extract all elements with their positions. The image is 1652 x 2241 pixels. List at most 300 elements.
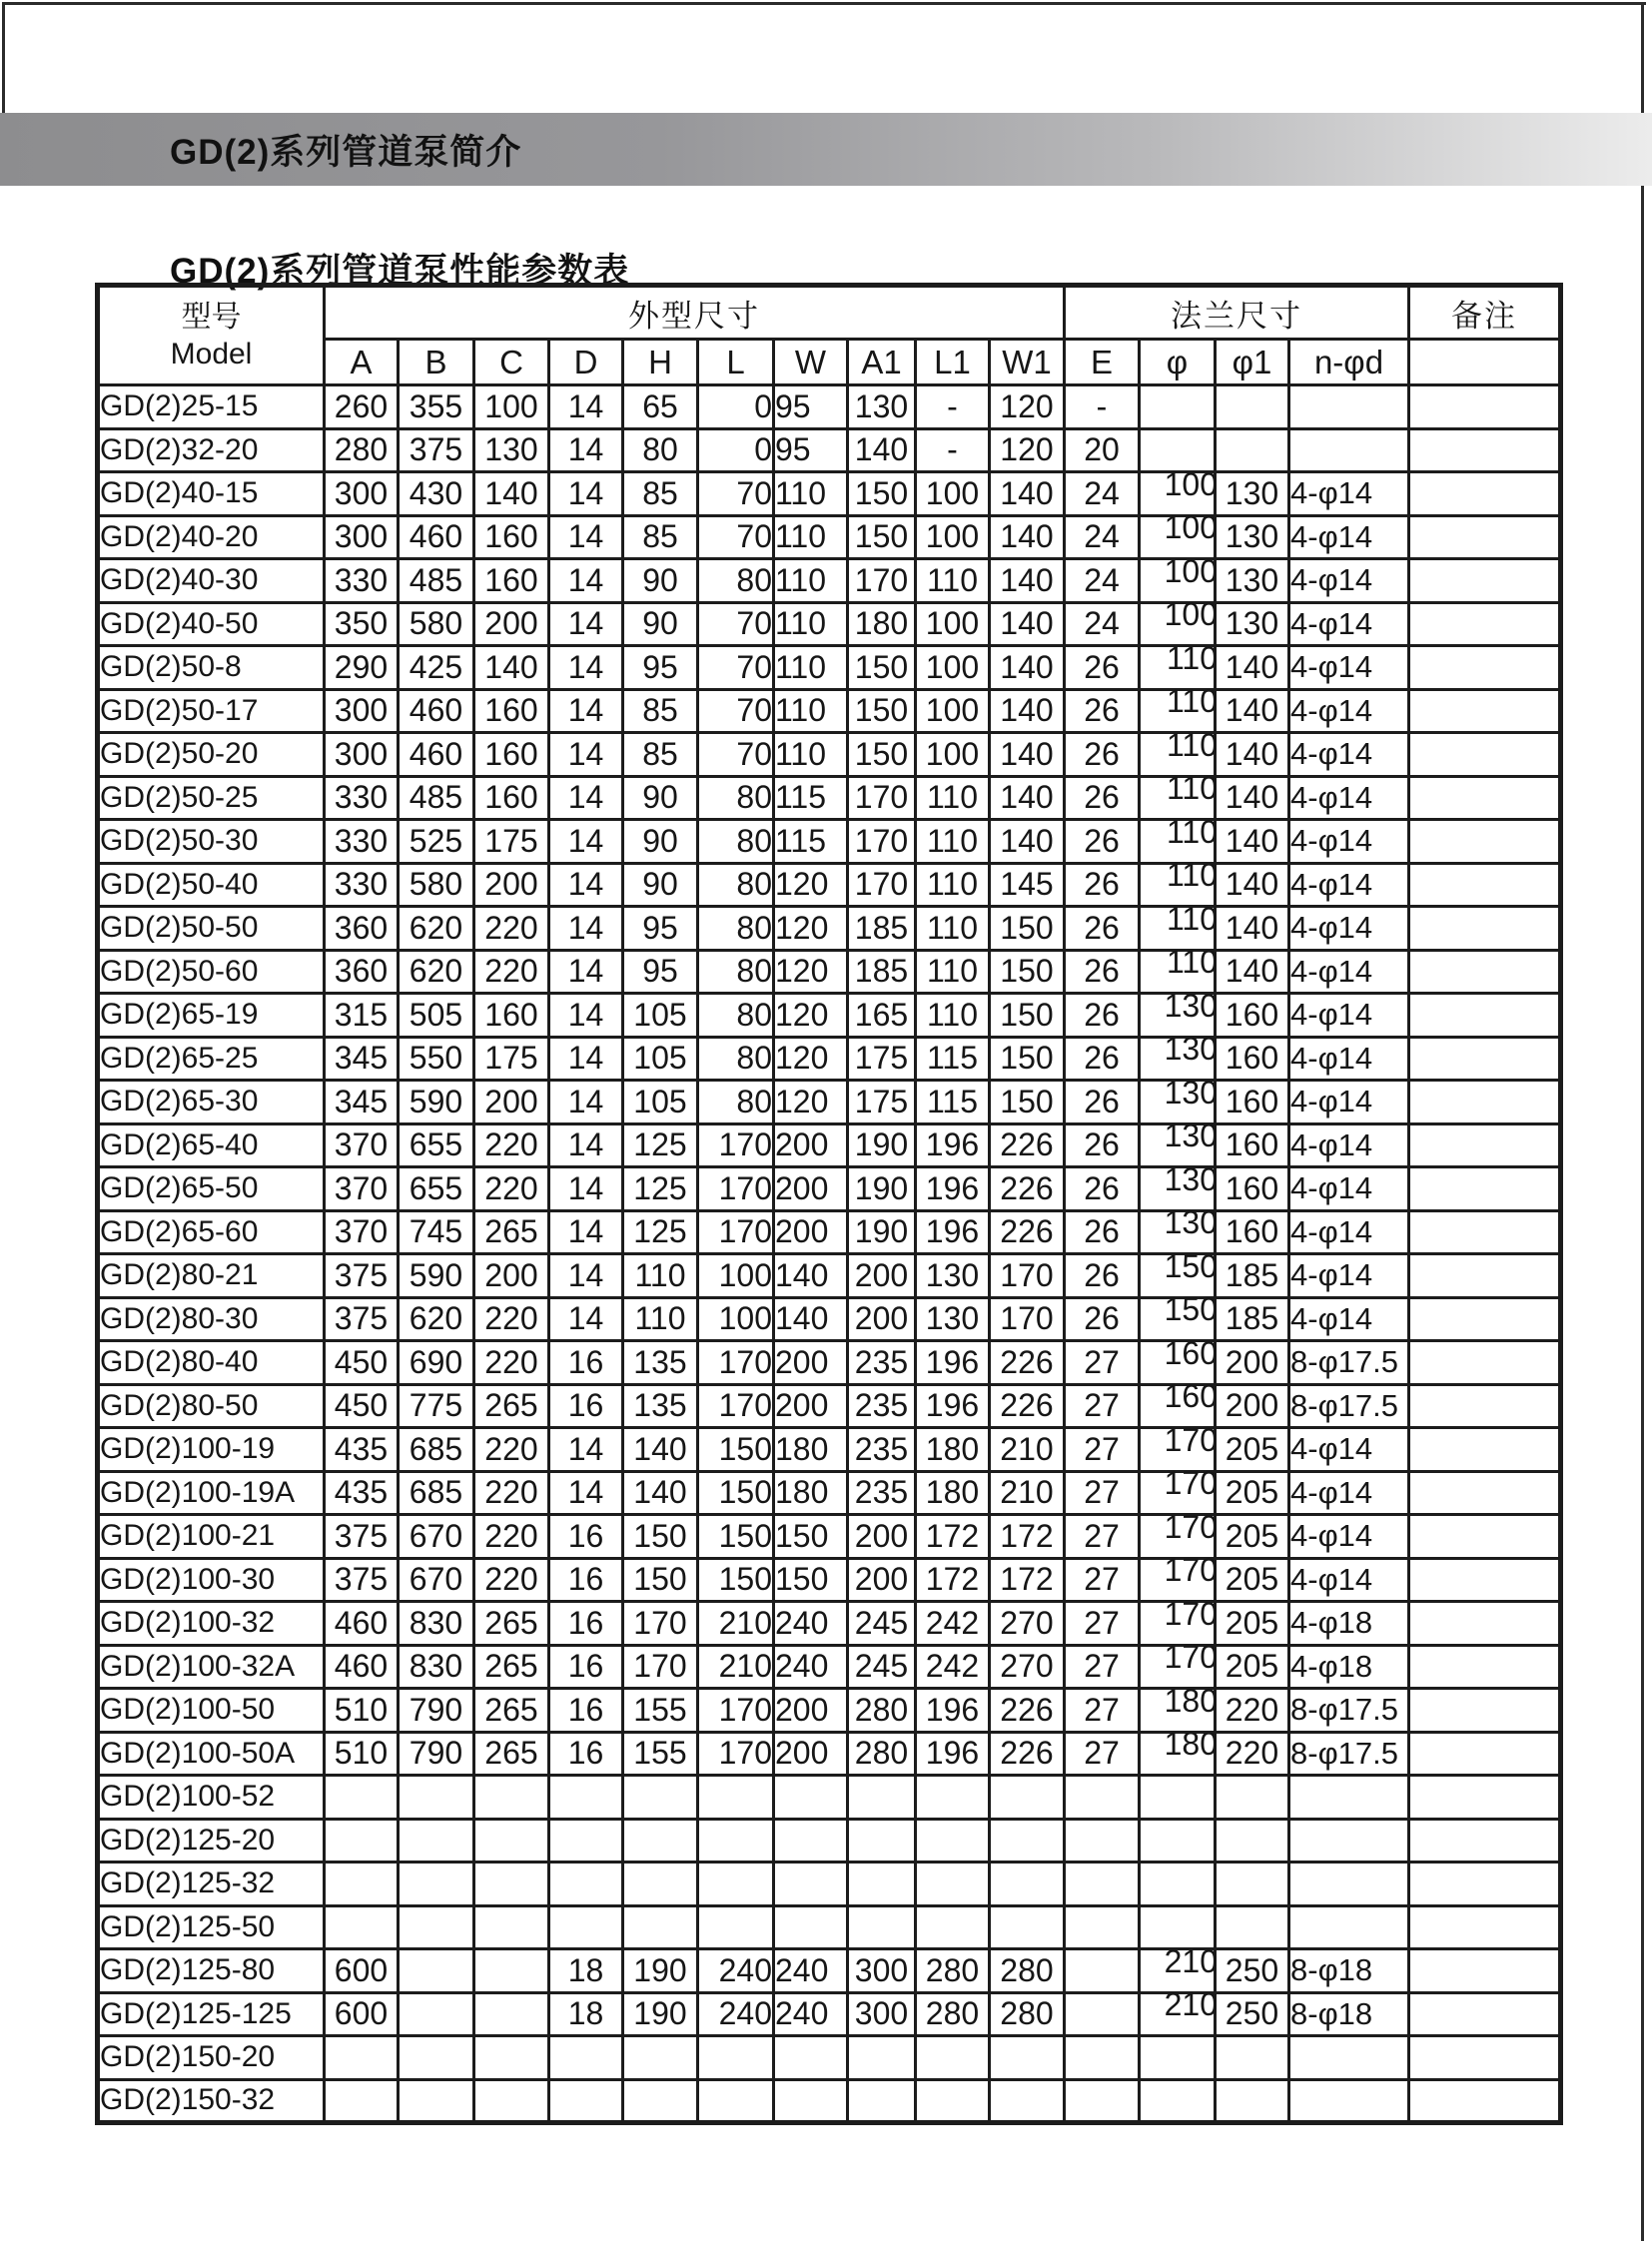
cell-A: 300 xyxy=(325,472,399,516)
cell-D: 16 xyxy=(549,1384,623,1428)
table-row xyxy=(98,2036,1561,2080)
column-header-phi: φ xyxy=(1140,340,1216,385)
cell-H: 135 xyxy=(623,1384,698,1428)
cell-model: GD(2)50-20 xyxy=(98,733,325,777)
phi-value: 130 xyxy=(1164,1074,1218,1111)
cell-L: 80 xyxy=(698,1081,774,1124)
cell-D xyxy=(549,2079,623,2123)
cell-W1: 145 xyxy=(990,863,1065,907)
cell-E: 27 xyxy=(1065,1341,1140,1385)
cell-D: 14 xyxy=(549,1428,623,1472)
cell-W: 200 xyxy=(774,1732,848,1776)
cell-D: 14 xyxy=(549,820,623,864)
cell-remark xyxy=(1409,689,1561,733)
cell-E: 26 xyxy=(1065,1167,1140,1211)
cell-W: 200 xyxy=(774,1341,848,1385)
cell-L1 xyxy=(916,2036,990,2080)
cell-W: 240 xyxy=(774,1602,848,1646)
cell-W1: 170 xyxy=(990,1254,1065,1298)
table-row xyxy=(98,1384,1561,1428)
cell-H: 80 xyxy=(623,428,698,472)
cell-H: 105 xyxy=(623,1081,698,1124)
cell-A1: 130 xyxy=(848,385,916,429)
cell-E: 26 xyxy=(1065,689,1140,733)
cell-model: GD(2)50-30 xyxy=(98,820,325,864)
cell-model: GD(2)100-19A xyxy=(98,1471,325,1515)
cell-H: 170 xyxy=(623,1602,698,1646)
cell-n-phid: 4-φ14 xyxy=(1289,820,1409,864)
cell-L1: 280 xyxy=(916,1992,990,2036)
cell-W: 120 xyxy=(774,1081,848,1124)
cell-phi1 xyxy=(1216,1863,1289,1906)
cell-C: 160 xyxy=(474,776,549,820)
cell-C: 140 xyxy=(474,646,549,690)
cell-W xyxy=(774,1905,848,1949)
cell-C: 265 xyxy=(474,1689,549,1733)
cell-B xyxy=(399,1863,474,1906)
cell-D: 14 xyxy=(549,559,623,603)
cell-C xyxy=(474,1863,549,1906)
cell-E: 27 xyxy=(1065,1515,1140,1559)
cell-phi1: 250 xyxy=(1216,1949,1289,1993)
cell-L1: 172 xyxy=(916,1558,990,1602)
cell-A xyxy=(325,1776,399,1820)
cell-E xyxy=(1065,1863,1140,1906)
table-row xyxy=(98,472,1561,516)
cell-D: 14 xyxy=(549,689,623,733)
cell-A xyxy=(325,2036,399,2080)
cell-W1: 226 xyxy=(990,1167,1065,1211)
cell-phi1: 140 xyxy=(1216,820,1289,864)
cell-C xyxy=(474,1776,549,1820)
cell-n-phid xyxy=(1289,2036,1409,2080)
cell-phi1: 185 xyxy=(1216,1254,1289,1298)
cell-A1: 150 xyxy=(848,472,916,516)
cell-model: GD(2)150-32 xyxy=(98,2079,325,2123)
cell-L: 150 xyxy=(698,1515,774,1559)
table-row xyxy=(98,1123,1561,1167)
cell-H xyxy=(623,1863,698,1906)
cell-remark xyxy=(1409,1254,1561,1298)
cell-L1: 196 xyxy=(916,1341,990,1385)
cell-W: 180 xyxy=(774,1428,848,1472)
cell-model: GD(2)65-40 xyxy=(98,1123,325,1167)
cell-W1: 120 xyxy=(990,385,1065,429)
cell-A: 330 xyxy=(325,559,399,603)
cell-H: 90 xyxy=(623,602,698,646)
cell-B xyxy=(399,2079,474,2123)
cell-L xyxy=(698,1905,774,1949)
cell-W1: 226 xyxy=(990,1732,1065,1776)
cell-L: 170 xyxy=(698,1167,774,1211)
table-row xyxy=(98,428,1561,472)
cell-n-phid: 4-φ14 xyxy=(1289,1297,1409,1341)
cell-model: GD(2)40-50 xyxy=(98,602,325,646)
cell-L: 150 xyxy=(698,1558,774,1602)
cell-W1 xyxy=(990,2036,1065,2080)
cell-A: 600 xyxy=(325,1992,399,2036)
cell-W1: 270 xyxy=(990,1645,1065,1689)
cell-model: GD(2)125-80 xyxy=(98,1949,325,1993)
cell-model: GD(2)25-15 xyxy=(98,385,325,429)
cell-H: 90 xyxy=(623,820,698,864)
cell-H: 105 xyxy=(623,1037,698,1081)
cell-remark xyxy=(1409,1732,1561,1776)
cell-phi1: 160 xyxy=(1216,1081,1289,1124)
cell-A: 300 xyxy=(325,689,399,733)
cell-n-phid: 4-φ18 xyxy=(1289,1602,1409,1646)
cell-n-phid: 4-φ14 xyxy=(1289,1254,1409,1298)
cell-W1: 280 xyxy=(990,1992,1065,2036)
cell-model: GD(2)40-20 xyxy=(98,515,325,559)
cell-W: 95 xyxy=(774,385,848,429)
cell-remark xyxy=(1409,646,1561,690)
cell-L1: 100 xyxy=(916,602,990,646)
cell-L xyxy=(698,2036,774,2080)
cell-E xyxy=(1065,2036,1140,2080)
cell-model: GD(2)40-30 xyxy=(98,559,325,603)
cell-E: - xyxy=(1065,385,1140,429)
cell-phi1 xyxy=(1216,1776,1289,1820)
cell-phi1: 205 xyxy=(1216,1602,1289,1646)
cell-E: 26 xyxy=(1065,646,1140,690)
cell-model: GD(2)80-40 xyxy=(98,1341,325,1385)
cell-E: 24 xyxy=(1065,472,1140,516)
cell-model: GD(2)125-32 xyxy=(98,1863,325,1906)
cell-A: 435 xyxy=(325,1428,399,1472)
cell-L1 xyxy=(916,1905,990,1949)
cell-phi xyxy=(1140,2036,1216,2080)
cell-W1: 140 xyxy=(990,472,1065,516)
table-row xyxy=(98,689,1561,733)
cell-n-phid: 8-φ18 xyxy=(1289,1992,1409,2036)
cell-A: 345 xyxy=(325,1037,399,1081)
cell-E: 26 xyxy=(1065,1254,1140,1298)
page-border-left xyxy=(2,2,5,113)
cell-D: 16 xyxy=(549,1341,623,1385)
cell-n-phid: 4-φ14 xyxy=(1289,1167,1409,1211)
cell-C: 130 xyxy=(474,428,549,472)
cell-A: 330 xyxy=(325,776,399,820)
cell-H: 150 xyxy=(623,1558,698,1602)
cell-B: 830 xyxy=(399,1602,474,1646)
cell-remark xyxy=(1409,820,1561,864)
cell-E: 27 xyxy=(1065,1645,1140,1689)
cell-W1: 226 xyxy=(990,1341,1065,1385)
cell-remark xyxy=(1409,1515,1561,1559)
table-row xyxy=(98,1081,1561,1124)
cell-L: 170 xyxy=(698,1732,774,1776)
cell-B xyxy=(399,1819,474,1863)
cell-remark xyxy=(1409,515,1561,559)
cell-n-phid: 4-φ18 xyxy=(1289,1645,1409,1689)
cell-W1: 140 xyxy=(990,689,1065,733)
cell-L: 240 xyxy=(698,1992,774,2036)
cell-remark xyxy=(1409,1341,1561,1385)
cell-E xyxy=(1065,1949,1140,1993)
table-row xyxy=(98,1210,1561,1254)
cell-W1: 210 xyxy=(990,1428,1065,1472)
cell-L: 80 xyxy=(698,950,774,994)
cell-L xyxy=(698,1863,774,1906)
cell-B xyxy=(399,1992,474,2036)
cell-C: 220 xyxy=(474,1123,549,1167)
table-row xyxy=(98,646,1561,690)
cell-W1: 172 xyxy=(990,1515,1065,1559)
cell-remark xyxy=(1409,907,1561,951)
cell-W: 200 xyxy=(774,1689,848,1733)
cell-A1: 245 xyxy=(848,1645,916,1689)
cell-H: 95 xyxy=(623,646,698,690)
spec-table-header xyxy=(98,286,1561,385)
cell-n-phid: 4-φ14 xyxy=(1289,1081,1409,1124)
cell-L1: 130 xyxy=(916,1297,990,1341)
cell-C: 200 xyxy=(474,1081,549,1124)
cell-D: 16 xyxy=(549,1689,623,1733)
cell-E: 26 xyxy=(1065,820,1140,864)
cell-A xyxy=(325,1905,399,1949)
cell-L1: 180 xyxy=(916,1428,990,1472)
cell-L1: 196 xyxy=(916,1210,990,1254)
cell-D: 14 xyxy=(549,515,623,559)
cell-A1 xyxy=(848,2079,916,2123)
cell-A1 xyxy=(848,2036,916,2080)
column-header-B: B xyxy=(399,340,474,385)
cell-A1: 165 xyxy=(848,994,916,1038)
cell-E: 26 xyxy=(1065,863,1140,907)
cell-C: 220 xyxy=(474,950,549,994)
table-row xyxy=(98,820,1561,864)
cell-B: 430 xyxy=(399,472,474,516)
cell-phi1: 130 xyxy=(1216,559,1289,603)
cell-E: 24 xyxy=(1065,602,1140,646)
phi-value: 150 xyxy=(1164,1247,1218,1284)
column-header-L: L xyxy=(698,340,774,385)
cell-W: 120 xyxy=(774,907,848,951)
cell-B: 485 xyxy=(399,776,474,820)
cell-L1: 110 xyxy=(916,994,990,1038)
phi-value: 180 xyxy=(1164,1726,1218,1763)
cell-D xyxy=(549,1819,623,1863)
cell-H: 125 xyxy=(623,1123,698,1167)
cell-model: GD(2)65-25 xyxy=(98,1037,325,1081)
cell-phi1 xyxy=(1216,428,1289,472)
cell-W1: 140 xyxy=(990,515,1065,559)
cell-L: 70 xyxy=(698,689,774,733)
cell-n-phid: 8-φ17.5 xyxy=(1289,1732,1409,1776)
cell-E: 26 xyxy=(1065,1037,1140,1081)
cell-phi1: 160 xyxy=(1216,1210,1289,1254)
cell-H: 85 xyxy=(623,733,698,777)
cell-L: 150 xyxy=(698,1428,774,1472)
cell-E: 24 xyxy=(1065,559,1140,603)
cell-E: 27 xyxy=(1065,1471,1140,1515)
cell-L: 170 xyxy=(698,1689,774,1733)
table-row xyxy=(98,1949,1561,1993)
column-header-W: W xyxy=(774,340,848,385)
column-header-E: E xyxy=(1065,340,1140,385)
cell-n-phid: 4-φ14 xyxy=(1289,646,1409,690)
cell-W: 200 xyxy=(774,1167,848,1211)
cell-L: 70 xyxy=(698,515,774,559)
cell-A: 315 xyxy=(325,994,399,1038)
cell-W1: 226 xyxy=(990,1689,1065,1733)
cell-H: 140 xyxy=(623,1471,698,1515)
phi-value: 170 xyxy=(1164,1595,1218,1632)
cell-phi xyxy=(1140,1776,1216,1820)
cell-E: 26 xyxy=(1065,950,1140,994)
cell-W1: 120 xyxy=(990,428,1065,472)
dimensions-group-header: 外型尺寸 xyxy=(325,286,1065,340)
cell-remark xyxy=(1409,1776,1561,1820)
cell-remark xyxy=(1409,950,1561,994)
cell-A: 370 xyxy=(325,1123,399,1167)
phi-value: 110 xyxy=(1166,770,1218,807)
cell-L: 240 xyxy=(698,1949,774,1993)
cell-A: 375 xyxy=(325,1558,399,1602)
cell-H: 125 xyxy=(623,1167,698,1211)
cell-W: 110 xyxy=(774,646,848,690)
table-row xyxy=(98,1776,1561,1820)
cell-B: 620 xyxy=(399,907,474,951)
spec-table-body xyxy=(98,385,1561,2123)
cell-W1: 140 xyxy=(990,559,1065,603)
cell-remark xyxy=(1409,1558,1561,1602)
cell-D xyxy=(549,1863,623,1906)
cell-A: 375 xyxy=(325,1297,399,1341)
cell-W: 200 xyxy=(774,1384,848,1428)
cell-remark xyxy=(1409,602,1561,646)
cell-n-phid: 4-φ14 xyxy=(1289,559,1409,603)
cell-B: 685 xyxy=(399,1428,474,1472)
cell-W1: 210 xyxy=(990,1471,1065,1515)
cell-A1: 280 xyxy=(848,1732,916,1776)
table-row xyxy=(98,1558,1561,1602)
cell-W: 120 xyxy=(774,950,848,994)
cell-B: 590 xyxy=(399,1254,474,1298)
cell-remark xyxy=(1409,1167,1561,1211)
cell-L1 xyxy=(916,2079,990,2123)
cell-D: 14 xyxy=(549,733,623,777)
table-row xyxy=(98,1254,1561,1298)
cell-n-phid: 8-φ18 xyxy=(1289,1949,1409,1993)
cell-B: 550 xyxy=(399,1037,474,1081)
cell-A: 300 xyxy=(325,515,399,559)
cell-remark xyxy=(1409,385,1561,429)
cell-remark xyxy=(1409,1123,1561,1167)
cell-n-phid xyxy=(1289,1863,1409,1906)
cell-L1: 110 xyxy=(916,776,990,820)
cell-n-phid: 4-φ14 xyxy=(1289,733,1409,777)
cell-A1: 235 xyxy=(848,1428,916,1472)
column-header-A: A xyxy=(325,340,399,385)
cell-phi1: 160 xyxy=(1216,994,1289,1038)
column-header-L1: L1 xyxy=(916,340,990,385)
cell-n-phid: 4-φ14 xyxy=(1289,1123,1409,1167)
cell-L: 70 xyxy=(698,646,774,690)
cell-C: 160 xyxy=(474,733,549,777)
cell-remark xyxy=(1409,1297,1561,1341)
cell-n-phid: 4-φ14 xyxy=(1289,689,1409,733)
cell-C: 160 xyxy=(474,559,549,603)
cell-C: 220 xyxy=(474,1558,549,1602)
phi-value: 170 xyxy=(1164,1421,1218,1458)
table-row xyxy=(98,1297,1561,1341)
cell-W: 240 xyxy=(774,1645,848,1689)
cell-A1: 235 xyxy=(848,1384,916,1428)
cell-L1: 100 xyxy=(916,689,990,733)
cell-H: 190 xyxy=(623,1992,698,2036)
cell-L1: 196 xyxy=(916,1732,990,1776)
cell-A: 435 xyxy=(325,1471,399,1515)
cell-n-phid: 8-φ17.5 xyxy=(1289,1689,1409,1733)
cell-A: 330 xyxy=(325,863,399,907)
cell-D: 14 xyxy=(549,776,623,820)
table-row xyxy=(98,602,1561,646)
cell-W: 110 xyxy=(774,602,848,646)
cell-D xyxy=(549,1776,623,1820)
cell-W1: 150 xyxy=(990,1081,1065,1124)
cell-L1: - xyxy=(916,428,990,472)
cell-L1: 196 xyxy=(916,1689,990,1733)
cell-n-phid: 4-φ14 xyxy=(1289,863,1409,907)
cell-A1: 200 xyxy=(848,1254,916,1298)
cell-B: 580 xyxy=(399,602,474,646)
cell-n-phid: 4-φ14 xyxy=(1289,776,1409,820)
table-row xyxy=(98,1037,1561,1081)
cell-H: 150 xyxy=(623,1515,698,1559)
cell-C: 265 xyxy=(474,1602,549,1646)
cell-C: 200 xyxy=(474,602,549,646)
cell-phi1: 140 xyxy=(1216,863,1289,907)
cell-C xyxy=(474,2036,549,2080)
cell-C: 265 xyxy=(474,1645,549,1689)
cell-W1: 226 xyxy=(990,1384,1065,1428)
cell-B: 790 xyxy=(399,1732,474,1776)
cell-A1: 170 xyxy=(848,820,916,864)
cell-phi1: 160 xyxy=(1216,1167,1289,1211)
cell-E: 26 xyxy=(1065,994,1140,1038)
cell-A1: 300 xyxy=(848,1949,916,1993)
cell-phi1: 220 xyxy=(1216,1689,1289,1733)
cell-remark xyxy=(1409,1819,1561,1863)
cell-B: 620 xyxy=(399,1297,474,1341)
cell-H: 90 xyxy=(623,776,698,820)
cell-H xyxy=(623,1905,698,1949)
cell-L: 80 xyxy=(698,776,774,820)
cell-W: 110 xyxy=(774,515,848,559)
cell-H: 110 xyxy=(623,1297,698,1341)
cell-B xyxy=(399,1905,474,1949)
cell-A1 xyxy=(848,1863,916,1906)
cell-L: 80 xyxy=(698,994,774,1038)
cell-L: 0 xyxy=(698,385,774,429)
cell-remark xyxy=(1409,1905,1561,1949)
cell-A1: 150 xyxy=(848,733,916,777)
cell-phi1: 140 xyxy=(1216,950,1289,994)
cell-E: 24 xyxy=(1065,515,1140,559)
cell-E: 27 xyxy=(1065,1384,1140,1428)
cell-A1: 300 xyxy=(848,1992,916,2036)
cell-H: 190 xyxy=(623,1949,698,1993)
cell-W1: 140 xyxy=(990,733,1065,777)
cell-A: 460 xyxy=(325,1645,399,1689)
cell-C xyxy=(474,2079,549,2123)
cell-phi1: 130 xyxy=(1216,602,1289,646)
cell-L1: 100 xyxy=(916,733,990,777)
cell-phi xyxy=(1140,2079,1216,2123)
table-row xyxy=(98,1602,1561,1646)
